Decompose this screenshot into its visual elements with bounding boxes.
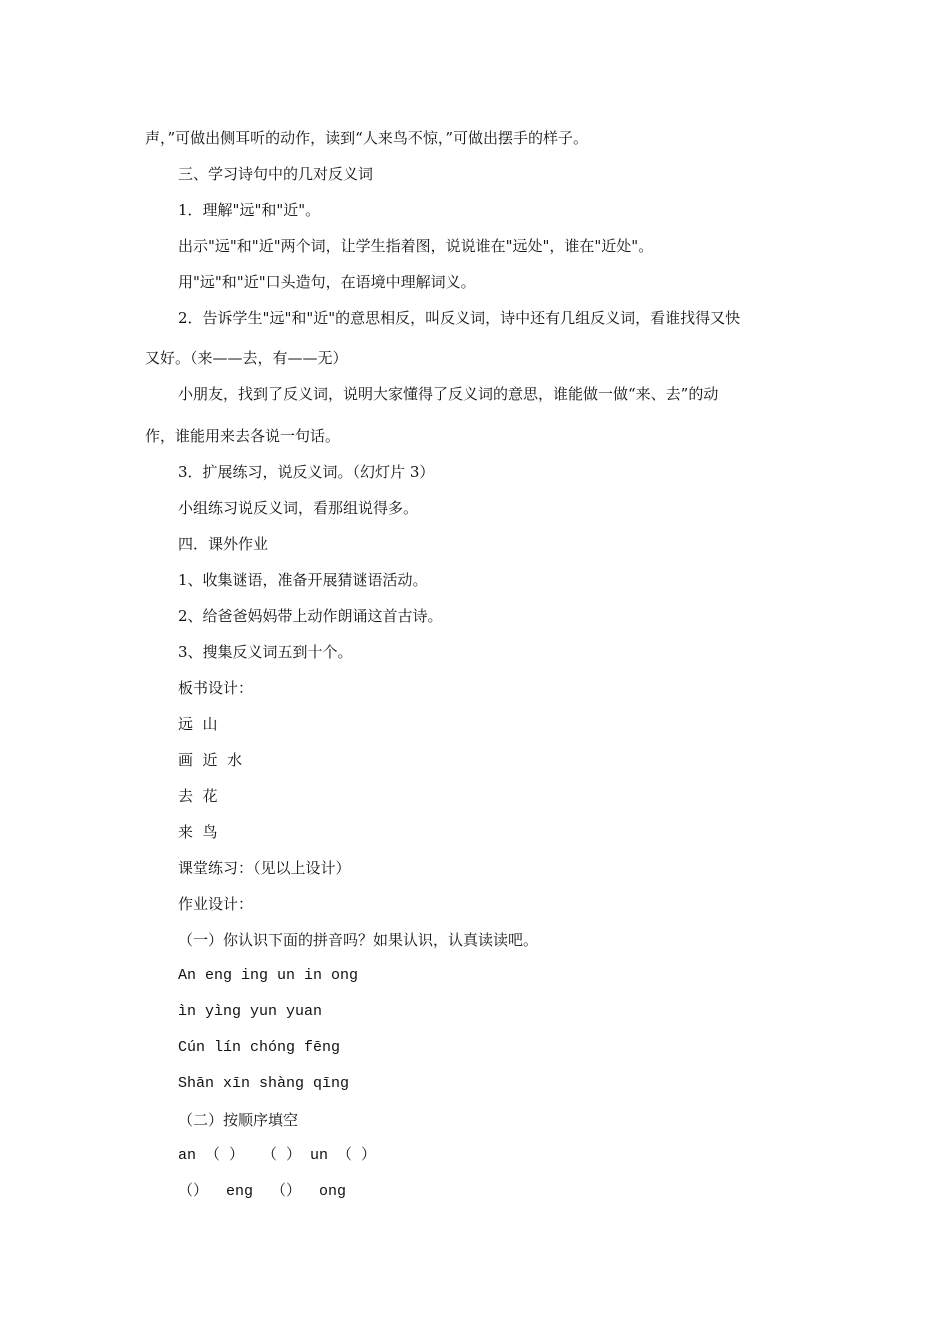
fill-blank-line: （） eng （） ong bbox=[178, 1183, 347, 1200]
pinyin-line: Shān xīn shàng qīng bbox=[178, 1075, 350, 1092]
pinyin-line: Cún lín chóng fēng bbox=[178, 1039, 341, 1056]
text-line: 又好。（来——去，有——无） bbox=[145, 349, 348, 367]
pinyin-line: An eng ing un in ong bbox=[178, 967, 359, 984]
text-line: 课堂练习：（见以上设计） bbox=[178, 859, 351, 877]
pinyin-line: ìn yìng yun yuan bbox=[178, 1003, 323, 1020]
section-heading: 三、学习诗句中的几对反义词 bbox=[178, 165, 374, 183]
fill-blank-line: an （ ） （ ） un （ ） bbox=[178, 1147, 377, 1164]
text-line: 2．告诉学生"远"和"近"的意思相反，叫反义词，诗中还有几组反义词，看谁找得又快 bbox=[178, 309, 741, 327]
list-item: 2、给爸爸妈妈带上动作朗诵这首古诗。 bbox=[178, 607, 443, 625]
board-line: 去 花 bbox=[178, 787, 218, 805]
text-line: 作业设计： bbox=[178, 895, 254, 913]
section-heading: 四．课外作业 bbox=[178, 535, 269, 553]
text-line: 作，谁能用来去各说一句话。 bbox=[145, 427, 341, 445]
list-item: 1、收集谜语，准备开展猜谜语活动。 bbox=[178, 571, 428, 589]
text-line: （二）按顺序填空 bbox=[178, 1111, 299, 1129]
board-line: 画 近 水 bbox=[178, 751, 243, 769]
text-line: 1．理解"远"和"近"。 bbox=[178, 201, 321, 219]
text-line: 板书设计： bbox=[178, 679, 254, 697]
board-line: 来 鸟 bbox=[178, 823, 218, 841]
text-line: 小组练习说反义词，看那组说得多。 bbox=[178, 499, 419, 517]
text-line: 用"远"和"近"口头造句，在语境中理解词义。 bbox=[178, 273, 476, 291]
board-line: 远 山 bbox=[178, 715, 218, 733]
list-item: 3、搜集反义词五到十个。 bbox=[178, 643, 353, 661]
text-line: 小朋友，找到了反义词，说明大家懂得了反义词的意思，谁能做一做“来、去”的动 bbox=[178, 385, 719, 403]
text-line: 声，”可做出侧耳听的动作，读到“人来鸟不惊，”可做出摆手的样子。 bbox=[145, 129, 589, 147]
text-line: （一）你认识下面的拼音吗？如果认识，认真读读吧。 bbox=[178, 931, 539, 949]
text-line: 3．扩展练习，说反义词。（幻灯片 3） bbox=[178, 463, 435, 481]
text-line: 出示"远"和"近"两个词，让学生指着图，说说谁在"远处"，谁在"近处"。 bbox=[178, 237, 654, 255]
